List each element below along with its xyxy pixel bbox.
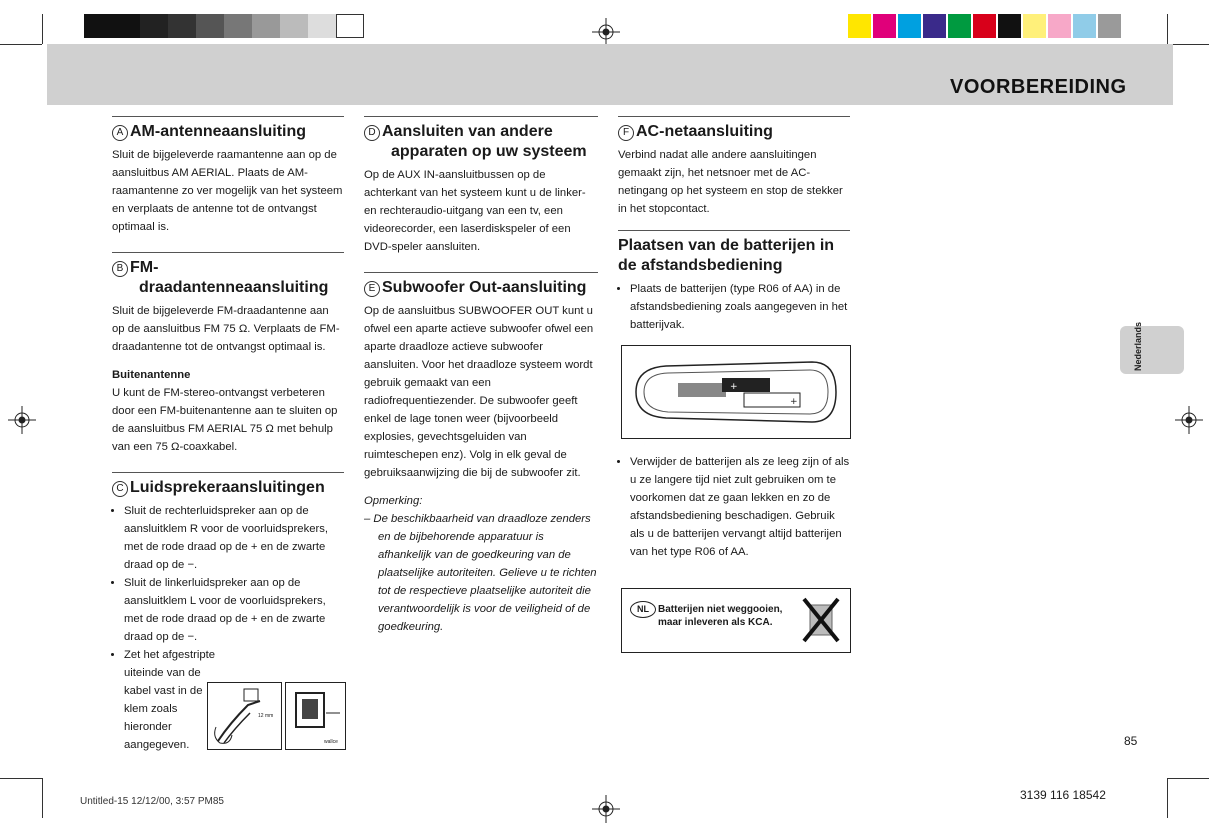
crop-mark: [1167, 44, 1209, 45]
swatch: [336, 14, 364, 38]
crossed-bin-icon: [802, 595, 840, 645]
swatch: [1023, 14, 1046, 38]
crop-mark: [1167, 778, 1168, 818]
heading-text: AC-netaansluiting: [636, 123, 773, 140]
svg-text:+: +: [790, 397, 798, 407]
heading-text: draadantenneaansluiting: [139, 279, 329, 296]
list-item: • Sluit de rechterluidspreker aan op de aansluitklem R voor de voorluidsprekers, met de rode draad op de + en de zwarte draad op de −.: [124, 502, 344, 574]
list-item: • Zet het afgestripte uiteinde van de kabel vast in de klem zoals hieronder aangegeven.: [124, 646, 219, 754]
wire-strip-figure: [207, 682, 282, 750]
heading-text: de afstandsbediening: [618, 257, 783, 274]
swatch: [923, 14, 946, 38]
kca-line-1: Batterijen niet weggooien,: [658, 604, 783, 615]
kca-notice: [621, 588, 851, 653]
swatch: [252, 14, 280, 38]
registration-mark-icon: [1175, 406, 1203, 434]
list-item: • Verwijder de batterijen als ze leeg zijn of als u ze langere tijd niet zult gebruiken om te voorkomen dat ze gaan lekken en zo de afstandsbediening beschadigen. Gebruik als u de batterijen vervangt altijd batterijen van het type R06 of AA.: [630, 453, 850, 561]
crop-mark: [42, 14, 43, 44]
crop-mark: [1167, 14, 1168, 44]
heading-subwoofer: [364, 272, 598, 298]
column-1: [112, 116, 344, 754]
swatch: [1048, 14, 1071, 38]
heading-other-devices: [364, 116, 598, 162]
footer-file-info: Untitled-15 12/12/00, 3:57 PM85: [80, 796, 224, 807]
heading-batteries: [618, 230, 850, 276]
swatch: [224, 14, 252, 38]
swatch: [280, 14, 308, 38]
heading-ac-power: [618, 116, 850, 142]
heading-text: Subwoofer Out-aansluiting: [382, 279, 587, 296]
swatch: [998, 14, 1021, 38]
crop-mark: [1167, 778, 1209, 779]
registration-mark-icon: [592, 18, 620, 46]
section-letter: C: [112, 481, 128, 497]
heading-text: Aansluiten van andere: [382, 123, 553, 140]
swatch: [848, 14, 871, 38]
section-letter: D: [364, 125, 380, 141]
heading-text: Luidsprekeraansluitingen: [130, 479, 325, 496]
crop-mark: [0, 778, 42, 779]
language-tab-label: Nederlands: [1133, 321, 1143, 371]
section-letter: A: [112, 125, 128, 141]
heading-text: FM-: [130, 259, 159, 276]
heading-am-antenna: [112, 116, 344, 142]
section-letter: B: [112, 261, 128, 277]
heading-text: apparaten op uw systeem: [391, 143, 587, 160]
heading-text: Plaatsen van de batterijen in: [618, 237, 835, 254]
battery-compartment-figure: [621, 345, 851, 439]
subheading: Buitenantenne: [112, 369, 191, 381]
swatch: [112, 14, 140, 38]
crop-mark: [0, 44, 42, 45]
swatch: [873, 14, 896, 38]
swatch: [898, 14, 921, 38]
paragraph: Op de aansluitbus SUBWOOFER OUT kunt u ofwel een aparte actieve subwoofer ofwel een aparte draadloze actieve subwoofer aansluiten. Voor het draadloze systeem wordt gebruik gemaakt van een radiofrequentiezender. De subwoofer geeft enkel de lage tonen weer (bijvoorbeeld explosies, gevechtsgeluiden van ruimteschepen enz). Volg in elk geval de gebruiksaanwijzing die bij de subwoofer zit.: [364, 305, 594, 479]
note-title: Opmerking:: [364, 495, 423, 507]
heading-fm-antenna: [112, 252, 344, 298]
paragraph: Sluit de bijgeleverde raamantenne aan op de aansluitbus AM AERIAL. Plaats de AM-raamantenne zo ver mogelijk van het systeem en verplaats de antenne tot de ontvangst optimaal is.: [112, 149, 343, 233]
heading-text: AM-antenneaansluiting: [130, 123, 307, 140]
column-3: [618, 116, 850, 334]
remote-control-icon: [622, 346, 850, 438]
figure-label: wallce: [324, 739, 338, 745]
section-title: VOORBEREIDING: [950, 76, 1127, 98]
swatch: [84, 14, 112, 38]
crop-mark: [42, 778, 43, 818]
swatch: [196, 14, 224, 38]
swatch: [168, 14, 196, 38]
swatch: [1073, 14, 1096, 38]
note-text: – De beschikbaarheid van draadloze zenders en de bijbehorende apparatuur is afhankelijk van de goedkeuring van de plaatselijke autoriteiten. Gelieve u te richten tot de respectieve plaatselijke autoriteit die verantwoordelijk is voor de veiligheid of de goedkeuring.: [364, 513, 597, 633]
figure-label: 12 mm: [258, 713, 274, 719]
swatch: [140, 14, 168, 38]
column-2: [364, 116, 598, 636]
bullet-list: [618, 280, 850, 334]
registration-mark-icon: [592, 795, 620, 823]
bullet-list: [618, 453, 850, 561]
swatch: [1098, 14, 1121, 38]
paragraph: Sluit de bijgeleverde FM-draadantenne aan op de aansluitbus FM 75 Ω. Verplaats de FM-draadantenne tot de ontvangst optimaal is.: [112, 305, 340, 353]
section-letter: F: [618, 125, 634, 141]
svg-text:+: +: [730, 382, 738, 392]
swatch: [973, 14, 996, 38]
section-letter: E: [364, 281, 380, 297]
terminal-figure: [285, 682, 346, 750]
heading-speakers: [112, 472, 344, 498]
language-tab: [1120, 321, 1184, 374]
footer-code: 3139 116 18542: [1020, 788, 1106, 802]
list-item: • Sluit de linkerluidspreker aan op de aansluitklem L voor de voorluidsprekers, met de rode draad op de + en de zwarte draad op de −.: [124, 574, 344, 646]
swatch: [948, 14, 971, 38]
paragraph: Op de AUX IN-aansluitbussen op de achterkant van het systeem kunt u de linker- en rechteraudio-uitgang van een tv, een videorecorder, een laserdiskspeler of een DVD-speler aansluiten.: [364, 169, 586, 253]
page-number: 85: [1124, 734, 1138, 748]
registration-mark-icon: [8, 406, 36, 434]
paragraph: Verbind nadat alle andere aansluitingen gemaakt zijn, het netsnoer met de AC-netingang op het systeem en stop de stekker in het stopcontact.: [618, 149, 843, 215]
paragraph: U kunt de FM-stereo-ontvangst verbeteren door een FM-buitenantenne aan te sluiten op de aansluitbus FM AERIAL 75 Ω met behulp van een 75 Ω-coaxkabel.: [112, 387, 338, 453]
battery-warning: [618, 453, 850, 561]
swatch: [308, 14, 336, 38]
nl-badge: NL: [630, 601, 656, 618]
kca-line-2: maar inleveren als KCA.: [658, 617, 773, 628]
list-item: • Plaats de batterijen (type R06 of AA) in de afstandsbediening zoals aangegeven in het batterijvak.: [630, 280, 850, 334]
